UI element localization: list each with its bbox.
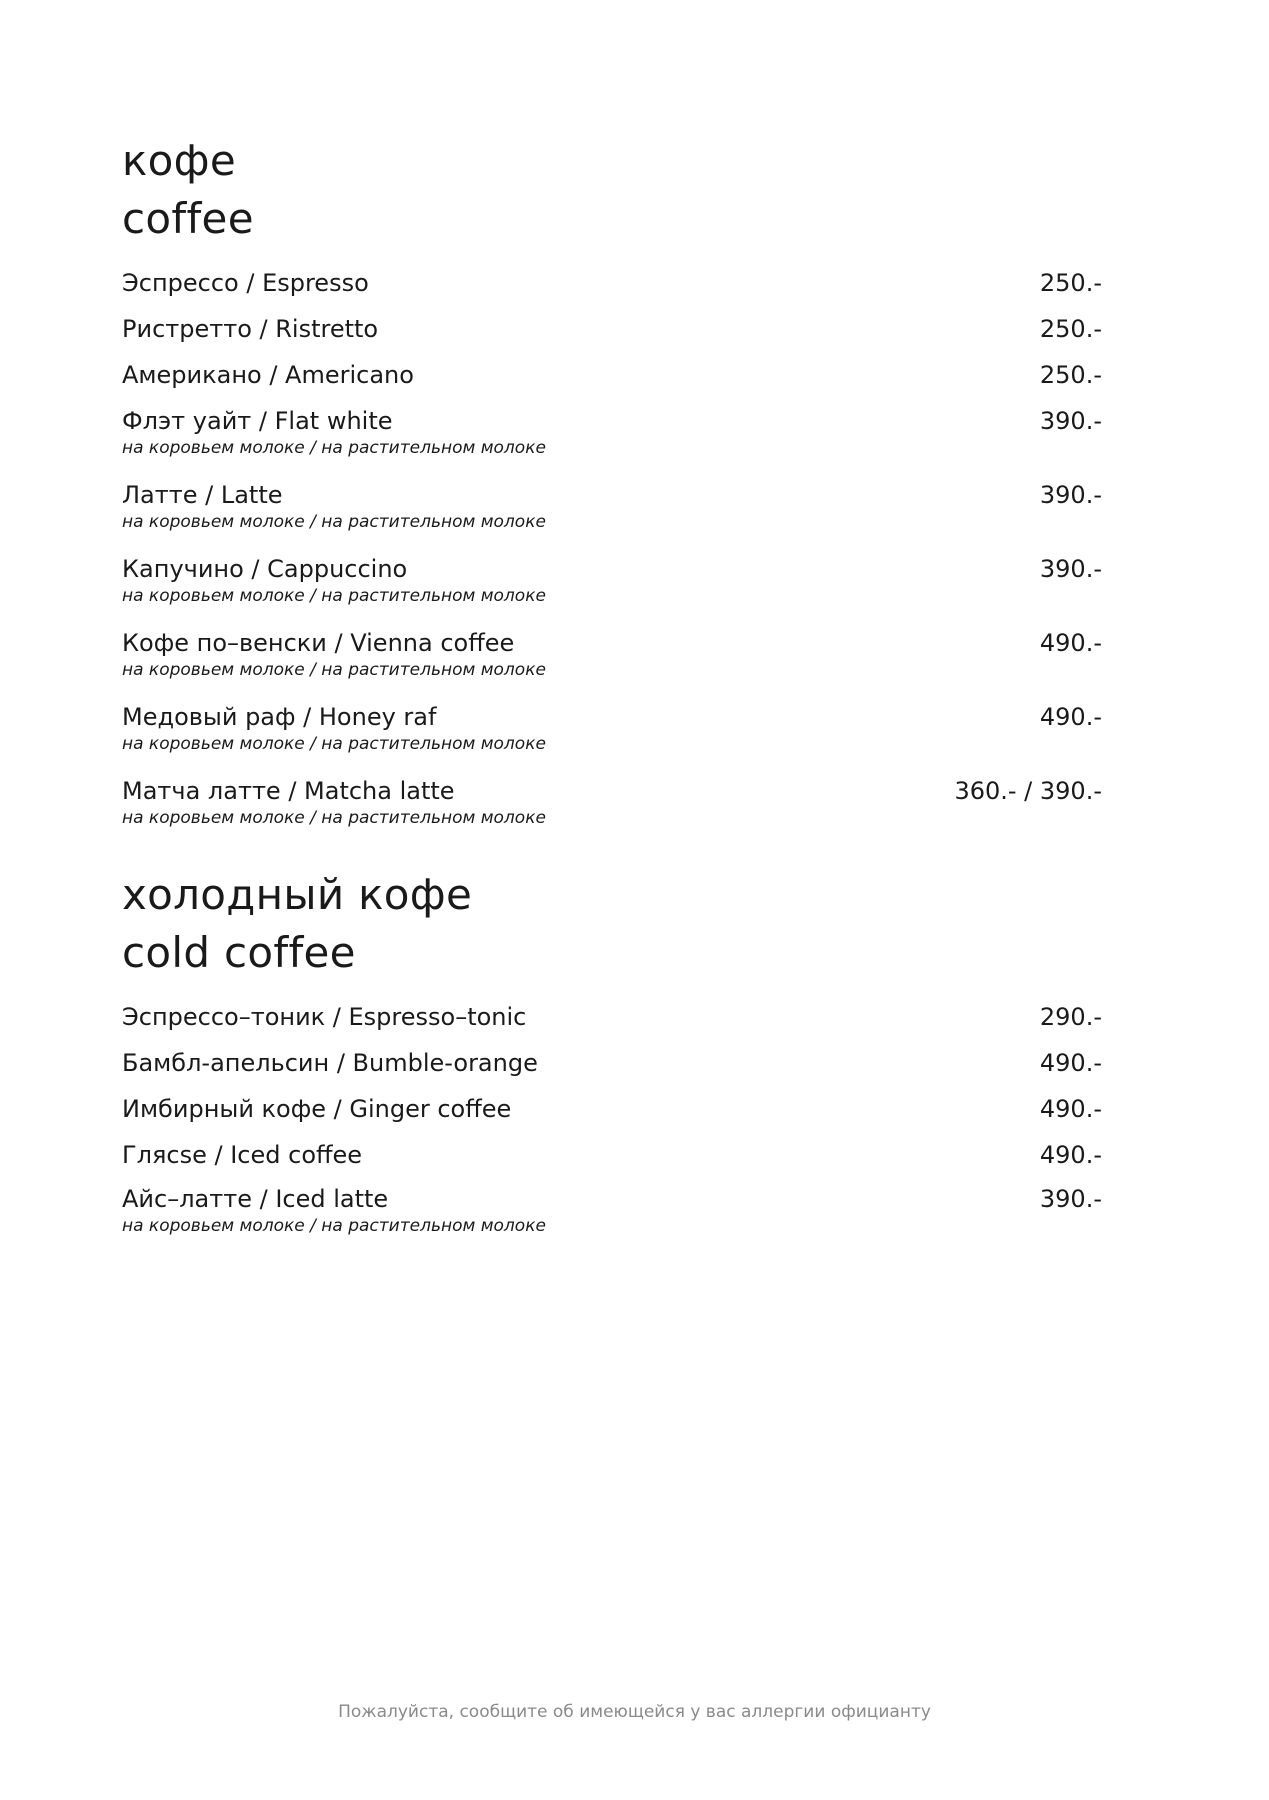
menu-item xyxy=(122,628,1102,702)
allergy-notice: Пожалуйста, сообщите об имеющейся у вас аллергии официанту xyxy=(338,1702,931,1722)
section-title-en: cold coffee xyxy=(122,928,356,977)
item-price: 390.- xyxy=(1039,555,1102,583)
menu-item xyxy=(122,776,1102,850)
menu-item xyxy=(122,554,1102,628)
item-price: 490.- xyxy=(1039,703,1102,731)
item-price: 490.- xyxy=(1039,1141,1102,1169)
item-note: на коровьем молоке / на растительном молоке xyxy=(122,438,546,458)
menu-item xyxy=(122,1140,1102,1184)
item-name: Флэт уайт / Flat white xyxy=(122,407,393,435)
item-name: Глясse / Iced coffee xyxy=(122,1141,363,1169)
item-note: на коровьем молоке / на растительном молоке xyxy=(122,660,546,680)
menu-item xyxy=(122,268,1102,314)
item-name: Американо / Americano xyxy=(122,361,414,389)
menu-item xyxy=(122,480,1102,554)
item-note: на коровьем молоке / на растительном молоке xyxy=(122,808,546,828)
item-price: 250.- xyxy=(1039,269,1102,297)
item-price: 390.- xyxy=(1039,407,1102,435)
item-name: Кофе по–венски / Vienna coffee xyxy=(122,629,515,657)
section-title-ru: холодный кофе xyxy=(122,870,473,919)
menu-item xyxy=(122,406,1102,480)
item-note: на коровьем молоке / на растительном молоке xyxy=(122,734,546,754)
item-price: 490.- xyxy=(1039,1049,1102,1077)
section-cold-coffee xyxy=(122,866,1102,1258)
item-price: 250.- xyxy=(1039,361,1102,389)
item-name: Эспрессо / Espresso xyxy=(122,269,369,297)
menu-list xyxy=(122,1002,1102,1258)
item-name: Эспрессо–тоник / Espresso–tonic xyxy=(122,1003,527,1031)
item-name: Айс–латте / Iced latte xyxy=(122,1185,389,1213)
menu-item xyxy=(122,1094,1102,1140)
menu-item xyxy=(122,1002,1102,1048)
item-price: 490.- xyxy=(1039,629,1102,657)
item-name: Латте / Latte xyxy=(122,481,283,509)
item-name: Капучино / Cappuccino xyxy=(122,555,408,583)
menu-item xyxy=(122,314,1102,360)
menu-item xyxy=(122,360,1102,406)
item-note: на коровьем молоке / на растительном молоке xyxy=(122,586,546,606)
section-coffee xyxy=(122,132,1102,850)
menu-item xyxy=(122,1048,1102,1094)
item-name: Бамбл-апельсин / Bumble-orange xyxy=(122,1049,538,1077)
item-price: 390.- xyxy=(1039,1185,1102,1213)
item-name: Имбирный кофе / Ginger coffee xyxy=(122,1095,512,1123)
menu-item xyxy=(122,1184,1102,1258)
item-name: Ристретто / Ristretto xyxy=(122,315,379,343)
section-title-en: coffee xyxy=(122,194,254,243)
item-note: на коровьем молоке / на растительном молоке xyxy=(122,512,546,532)
item-price: 490.- xyxy=(1039,1095,1102,1123)
menu-item xyxy=(122,702,1102,776)
item-name: Медовый раф / Honey raf xyxy=(122,703,437,731)
item-price: 250.- xyxy=(1039,315,1102,343)
item-note: на коровьем молоке / на растительном молоке xyxy=(122,1216,546,1236)
item-price: 360.- / 390.- xyxy=(954,777,1102,805)
item-price: 290.- xyxy=(1039,1003,1102,1031)
item-name: Матча латте / Matcha latte xyxy=(122,777,455,805)
section-title-ru: кофе xyxy=(122,136,237,185)
item-price: 390.- xyxy=(1039,481,1102,509)
menu-list xyxy=(122,268,1102,850)
